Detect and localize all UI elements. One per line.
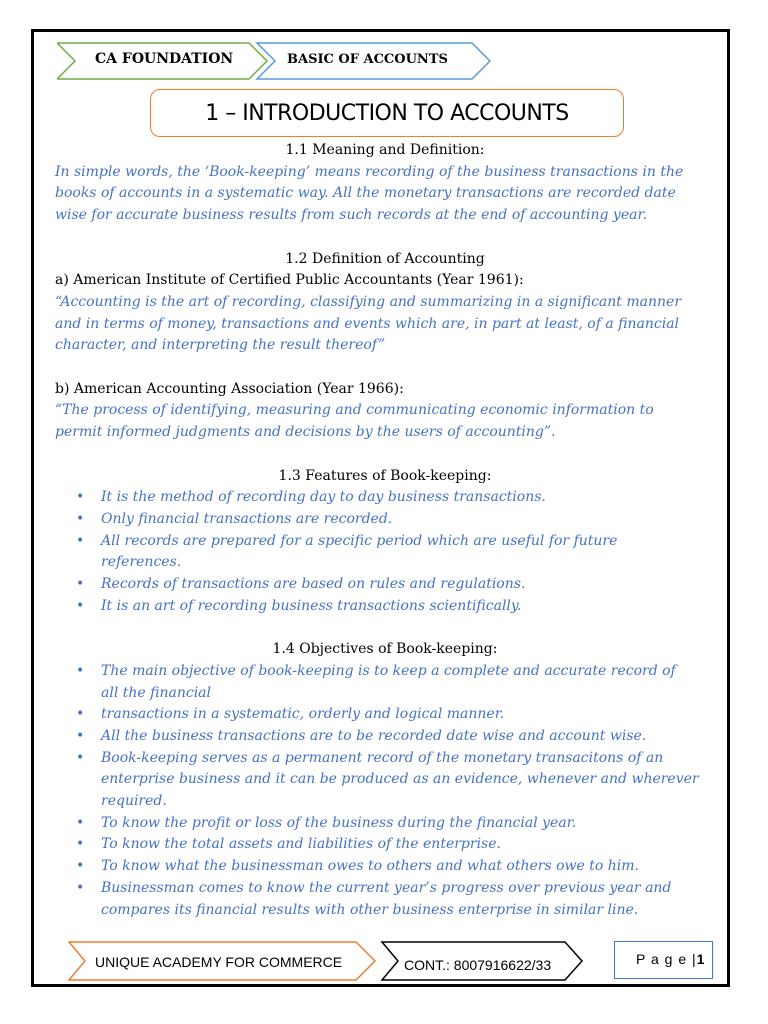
section-1-heading: 1.1 Meaning and Definition:	[285, 142, 485, 158]
list-item: • It is an art of recording business transactions scientifically.	[101, 596, 715, 618]
objectives-list	[55, 661, 715, 921]
section-1-line: books of accounts in a systematic way. All the monetary transactions are recorded date	[55, 185, 676, 202]
section-1-line: wise for accurate business results from such records at the end of accounting year.	[55, 207, 648, 224]
section-2b-line: permit informed judgments and decisions by the users of accounting”.	[55, 424, 556, 441]
list-item: • To know the profit or loss of the business during the financial year.	[101, 813, 715, 835]
list-item: • transactions in a systematic, orderly and logical manner.	[101, 704, 715, 726]
chapter-title: 1 – INTRODUCTION TO ACCOUNTS	[205, 100, 569, 126]
section-4-heading: 1.4 Objectives of Book-keeping:	[272, 641, 498, 658]
section-2a-heading: a) American Institute of Certified Public Accountants (Year 1961):	[55, 272, 524, 289]
section-1-line: In simple words, the ‘Book-keeping’ means recording of the business transactions in the	[55, 163, 684, 180]
list-item: • All records are prepared for a specific period which are useful for future references.	[101, 531, 715, 574]
list-item: • Only financial transactions are recorded.	[101, 509, 715, 531]
section-2b-line: “The process of identifying, measuring and communicating economic information to	[55, 402, 654, 419]
list-item: • To know the total assets and liabilities of the enterprise.	[101, 834, 715, 856]
list-item: • Records of transactions are based on rules and regulations.	[101, 574, 715, 596]
list-item: • The main objective of book-keeping is to keep a complete and accurate record of all the financial	[101, 661, 715, 704]
section-2a-line: character, and interpreting the result thereof”	[55, 337, 386, 354]
section-2a-line: and in terms of money, transactions and events which are, in part at least, of a financial	[55, 315, 680, 332]
crumb-basic-of-accounts[interactable]: BASIC OF ACCOUNTS	[287, 52, 448, 67]
page-label: P a g e |1	[636, 951, 705, 967]
page-number: 1	[696, 951, 705, 967]
document-body	[55, 140, 715, 921]
section-3-heading: 1.3 Features of Book-keeping:	[278, 467, 492, 484]
chapter-title-box	[150, 89, 624, 137]
page-number-box	[614, 941, 713, 979]
list-item: • To know what the businessman owes to others and what others owe to him.	[101, 856, 715, 878]
list-item: • All the business transactions are to be recorded date wise and account wise.	[101, 726, 715, 748]
list-item: • Book-keeping serves as a permanent record of the monetary transacitons of an enterprise business and it can be produced as an evidence, whenever and wherever required.	[101, 748, 715, 813]
section-2-heading: 1.2 Definition of Accounting	[285, 250, 485, 267]
contact-number: CONT.: 8007916622/33	[404, 957, 552, 973]
section-2a-line: “Accounting is the art of recording, classifying and summarizing in a significant manner	[55, 293, 682, 310]
list-item: • It is the method of recording day to day business transactions.	[101, 487, 715, 509]
section-2b-heading: b) American Accounting Association (Year 1966):	[55, 380, 404, 397]
academy-name: UNIQUE ACADEMY FOR COMMERCE	[95, 954, 343, 970]
crumb-ca-foundation[interactable]: CA FOUNDATION	[95, 51, 234, 67]
list-item: • Businessman comes to know the current year’s progress over previous year and compares its financial results with other business enterprise in similar line.	[101, 878, 715, 921]
features-list	[55, 487, 715, 617]
